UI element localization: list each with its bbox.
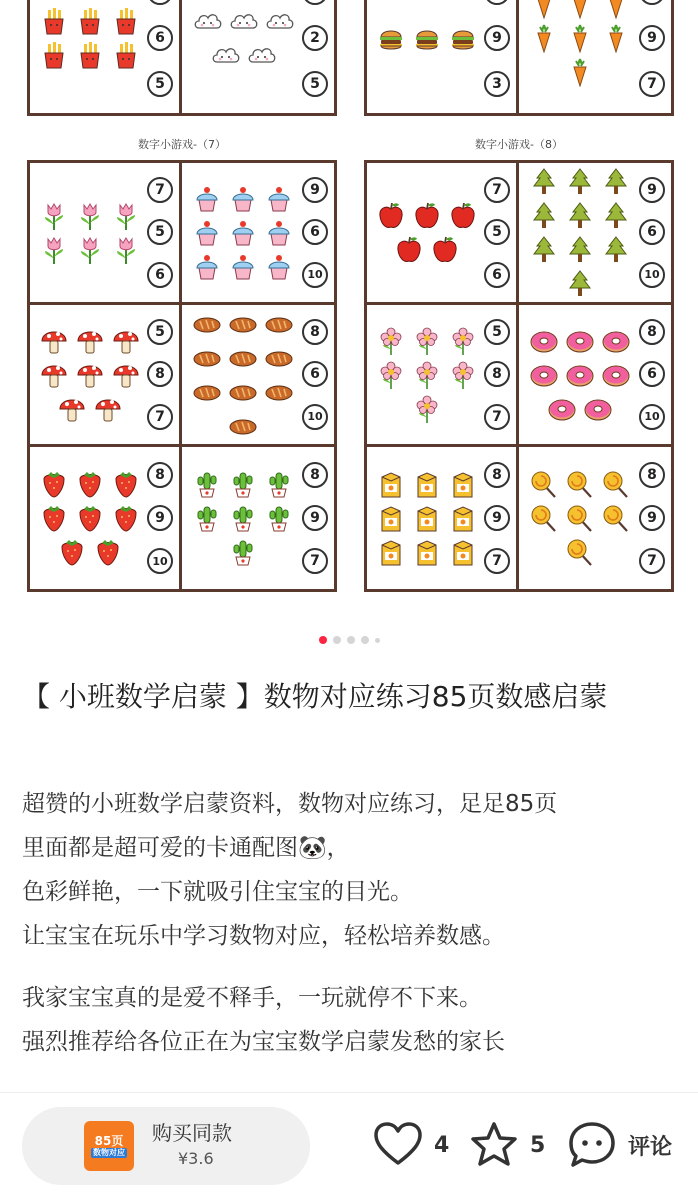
worksheet-row — [30, 305, 334, 447]
juice-box-icon — [448, 503, 478, 533]
cupcake-icon — [228, 252, 258, 282]
lollipop-icon — [601, 469, 631, 499]
cloud-icon — [192, 6, 222, 36]
flower-icon — [412, 394, 442, 424]
bread-icon — [228, 377, 258, 407]
count-option — [639, 0, 665, 5]
buy-same-label: 购买同款 — [152, 1121, 232, 1145]
worksheet-cell-tree — [519, 163, 671, 302]
donut-icon — [565, 326, 595, 356]
apple-icon — [394, 235, 424, 265]
count-option: 9 — [639, 505, 665, 531]
carrot-icon — [601, 0, 631, 19]
tulip-icon — [75, 201, 105, 231]
count-option: 8 — [484, 361, 510, 387]
apple-icon — [430, 235, 460, 265]
buy-same-button[interactable] — [22, 1107, 310, 1185]
worksheet-cell-cloud — [182, 0, 334, 113]
worksheet-top-right — [364, 0, 674, 116]
count-option: 9 — [302, 177, 328, 203]
tulip-icon — [39, 235, 69, 265]
worksheet-cell-carrot — [519, 0, 671, 113]
lollipop-icon — [565, 503, 595, 533]
flower-icon — [448, 360, 478, 390]
cactus-icon — [264, 503, 294, 533]
count-option: 2 — [302, 25, 328, 51]
cactus-icon — [192, 503, 222, 533]
juice-box-icon — [376, 469, 406, 499]
count-option: 3 — [484, 71, 510, 97]
worksheet-row — [30, 163, 334, 305]
count-option: 6 — [147, 25, 173, 51]
lollipop-icon — [565, 537, 595, 567]
cactus-icon — [192, 469, 222, 499]
strawberry-icon — [39, 469, 69, 499]
carousel-dot — [375, 638, 380, 643]
donut-icon — [529, 326, 559, 356]
carrot-icon — [565, 57, 595, 87]
juice-box-icon — [412, 503, 442, 533]
worksheet-cell-cactus — [182, 447, 334, 589]
donut-icon — [583, 394, 613, 424]
bread-icon — [264, 377, 294, 407]
juice-box-icon — [448, 469, 478, 499]
fries-icon — [39, 40, 69, 70]
count-option: 8 — [302, 462, 328, 488]
strawberry-icon — [111, 469, 141, 499]
tree-icon — [601, 167, 631, 197]
comment-button[interactable] — [566, 1119, 672, 1171]
tree-icon — [565, 269, 595, 299]
count-option: 5 — [484, 219, 510, 245]
fries-icon — [39, 6, 69, 36]
bread-icon — [192, 343, 222, 373]
lollipop-icon — [529, 503, 559, 533]
cupcake-icon — [192, 218, 222, 248]
count-option: 10 — [639, 404, 665, 430]
count-option: 6 — [302, 361, 328, 387]
count-option: 5 — [302, 71, 328, 97]
tree-icon — [565, 235, 595, 265]
count-option: 8 — [147, 361, 173, 387]
count-option: 6 — [639, 219, 665, 245]
lollipop-icon — [529, 469, 559, 499]
cloud-icon — [210, 40, 240, 70]
juice-box-icon — [376, 537, 406, 567]
worksheet-caption-7: 数字小游戏-（7） — [138, 138, 226, 151]
count-option: 6 — [302, 219, 328, 245]
tree-icon — [565, 167, 595, 197]
mushroom-icon — [75, 326, 105, 356]
count-option: 5 — [147, 71, 173, 97]
burger-icon — [412, 23, 442, 53]
bottom-action-bar — [0, 1092, 698, 1198]
worksheet-cell-burger — [367, 0, 519, 113]
cupcake-icon — [192, 252, 222, 282]
worksheet-cell-mushroom — [30, 305, 182, 444]
like-count: 4 — [434, 1132, 450, 1158]
count-option: 7 — [639, 71, 665, 97]
tulip-icon — [111, 201, 141, 231]
bread-icon — [228, 411, 258, 441]
cupcake-icon — [264, 218, 294, 248]
worksheet-7 — [27, 160, 337, 592]
post-body-line: 超赞的小班数学启蒙资料，数物对应练习，足足85页 — [22, 791, 558, 817]
thumbnail-subtitle: 数物对应 — [93, 1147, 125, 1157]
carousel-indicator — [0, 636, 698, 644]
bread-icon — [228, 343, 258, 373]
donut-icon — [565, 360, 595, 390]
worksheet-cell-apple — [367, 163, 519, 302]
worksheet-cell-fries — [30, 0, 182, 113]
juice-box-icon — [376, 503, 406, 533]
apple-icon — [448, 201, 478, 231]
cloud-icon — [228, 6, 258, 36]
thumbnail-title: 85页 — [94, 1133, 124, 1148]
cupcake-icon — [228, 218, 258, 248]
count-option: 9 — [484, 505, 510, 531]
carousel-dot — [333, 636, 341, 644]
count-option: 10 — [147, 548, 173, 574]
flower-icon — [376, 360, 406, 390]
count-option — [484, 0, 510, 5]
carrot-icon — [601, 23, 631, 53]
post-body-line: 强烈推荐给各位正在为宝宝数学启蒙发愁的家长 — [22, 1029, 505, 1055]
apple-icon — [376, 201, 406, 231]
count-option: 8 — [147, 462, 173, 488]
burger-icon — [448, 23, 478, 53]
count-option: 7 — [484, 177, 510, 203]
cupcake-icon — [264, 184, 294, 214]
worksheet-cell-donut — [519, 305, 671, 444]
post-title: 【 小班数学启蒙 】数物对应练习85页数感启蒙 — [22, 680, 608, 713]
strawberry-icon — [75, 503, 105, 533]
juice-box-icon — [412, 537, 442, 567]
cloud-icon — [264, 6, 294, 36]
worksheet-cell-juice-box — [367, 447, 519, 589]
count-option: 8 — [639, 462, 665, 488]
cupcake-icon — [192, 184, 222, 214]
count-option: 7 — [147, 404, 173, 430]
like-button[interactable] — [372, 1119, 449, 1171]
worksheet-cell-lollipop — [519, 447, 671, 589]
count-option: 9 — [147, 505, 173, 531]
count-option: 6 — [484, 262, 510, 288]
strawberry-icon — [111, 503, 141, 533]
fries-icon — [111, 40, 141, 70]
star-icon — [468, 1119, 520, 1171]
worksheet-row — [367, 163, 671, 305]
carrot-icon — [565, 0, 595, 19]
post-body-line: 色彩鲜艳，一下就吸引住宝宝的目光。 — [22, 879, 413, 905]
fries-icon — [111, 6, 141, 36]
cactus-icon — [228, 503, 258, 533]
juice-box-icon — [448, 537, 478, 567]
buy-price: ¥3.6 — [178, 1149, 214, 1168]
cloud-icon — [246, 40, 276, 70]
mushroom-icon — [57, 394, 87, 424]
worksheet-row — [367, 0, 671, 113]
cactus-icon — [228, 537, 258, 567]
comment-bubble-icon — [566, 1119, 618, 1171]
tulip-icon — [111, 235, 141, 265]
carrot-icon — [529, 0, 559, 19]
tree-icon — [601, 201, 631, 231]
fries-icon — [75, 40, 105, 70]
post-body-line: 我家宝宝真的是爱不释手，一玩就停不下来。 — [22, 985, 482, 1011]
count-option: 7 — [302, 548, 328, 574]
post-body-line: 让宝宝在玩乐中学习数物对应，轻松培养数感。 — [22, 923, 505, 949]
worksheet-row — [30, 447, 334, 589]
mushroom-icon — [39, 360, 69, 390]
flower-icon — [376, 326, 406, 356]
cactus-icon — [228, 469, 258, 499]
count-option: 5 — [147, 219, 173, 245]
burger-icon — [376, 23, 406, 53]
count-option — [302, 0, 328, 5]
post-body-line: 里面都是超可爱的卡通配图🐼， — [22, 835, 350, 861]
carousel-dot — [319, 636, 327, 644]
bread-icon — [228, 309, 258, 339]
count-option: 7 — [639, 548, 665, 574]
heart-icon — [372, 1119, 424, 1171]
tree-icon — [601, 235, 631, 265]
carousel-dot — [347, 636, 355, 644]
count-option: 10 — [639, 262, 665, 288]
mushroom-icon — [111, 326, 141, 356]
count-option — [147, 0, 173, 5]
count-option: 9 — [484, 25, 510, 51]
donut-icon — [601, 326, 631, 356]
comment-label: 评论 — [628, 1134, 673, 1160]
worksheet-8 — [364, 160, 674, 592]
tree-icon — [529, 167, 559, 197]
lollipop-icon — [601, 503, 631, 533]
worksheet-cell-strawberry — [30, 447, 182, 589]
strawberry-icon — [39, 503, 69, 533]
mushroom-icon — [111, 360, 141, 390]
count-option: 6 — [639, 361, 665, 387]
worksheet-cell-bread — [182, 305, 334, 444]
cactus-icon — [264, 469, 294, 499]
tulip-icon — [39, 201, 69, 231]
mushroom-icon — [75, 360, 105, 390]
post-body — [22, 782, 682, 1092]
count-option: 7 — [484, 548, 510, 574]
worksheet-row — [367, 305, 671, 447]
worksheet-row — [367, 447, 671, 589]
count-option: 9 — [302, 505, 328, 531]
count-option: 9 — [639, 25, 665, 51]
bread-icon — [192, 309, 222, 339]
donut-icon — [601, 360, 631, 390]
count-option: 10 — [302, 262, 328, 288]
worksheet-caption-8: 数字小游戏-（8） — [475, 138, 563, 151]
flower-icon — [412, 360, 442, 390]
bread-icon — [264, 343, 294, 373]
tulip-icon — [75, 235, 105, 265]
tree-icon — [565, 201, 595, 231]
count-option: 6 — [147, 262, 173, 288]
count-option: 10 — [302, 404, 328, 430]
strawberry-icon — [93, 537, 123, 567]
fries-icon — [75, 6, 105, 36]
count-option: 5 — [147, 319, 173, 345]
flower-icon — [448, 326, 478, 356]
lollipop-icon — [565, 469, 595, 499]
juice-box-icon — [412, 469, 442, 499]
worksheet-row — [30, 0, 334, 113]
collect-count: 5 — [530, 1132, 546, 1158]
tree-icon — [529, 201, 559, 231]
donut-icon — [547, 394, 577, 424]
worksheet-cell-flower — [367, 305, 519, 444]
count-option: 7 — [147, 177, 173, 203]
mushroom-icon — [39, 326, 69, 356]
count-option: 8 — [302, 319, 328, 345]
count-option: 9 — [639, 177, 665, 203]
bread-icon — [264, 309, 294, 339]
carousel-dot — [361, 636, 369, 644]
mushroom-icon — [93, 394, 123, 424]
strawberry-icon — [75, 469, 105, 499]
tree-icon — [529, 235, 559, 265]
strawberry-icon — [57, 537, 87, 567]
worksheet-cell-cupcake — [182, 163, 334, 302]
cupcake-icon — [264, 252, 294, 282]
count-option: 8 — [484, 462, 510, 488]
carrot-icon — [565, 23, 595, 53]
carrot-icon — [529, 23, 559, 53]
collect-button[interactable] — [468, 1119, 545, 1171]
product-thumbnail — [84, 1121, 134, 1171]
apple-icon — [412, 201, 442, 231]
worksheet-top-left — [27, 0, 337, 116]
count-option: 7 — [484, 404, 510, 430]
donut-icon — [529, 360, 559, 390]
count-option: 5 — [484, 319, 510, 345]
bread-icon — [192, 377, 222, 407]
count-option: 8 — [639, 319, 665, 345]
worksheet-cell-tulip — [30, 163, 182, 302]
cupcake-icon — [228, 184, 258, 214]
flower-icon — [412, 326, 442, 356]
